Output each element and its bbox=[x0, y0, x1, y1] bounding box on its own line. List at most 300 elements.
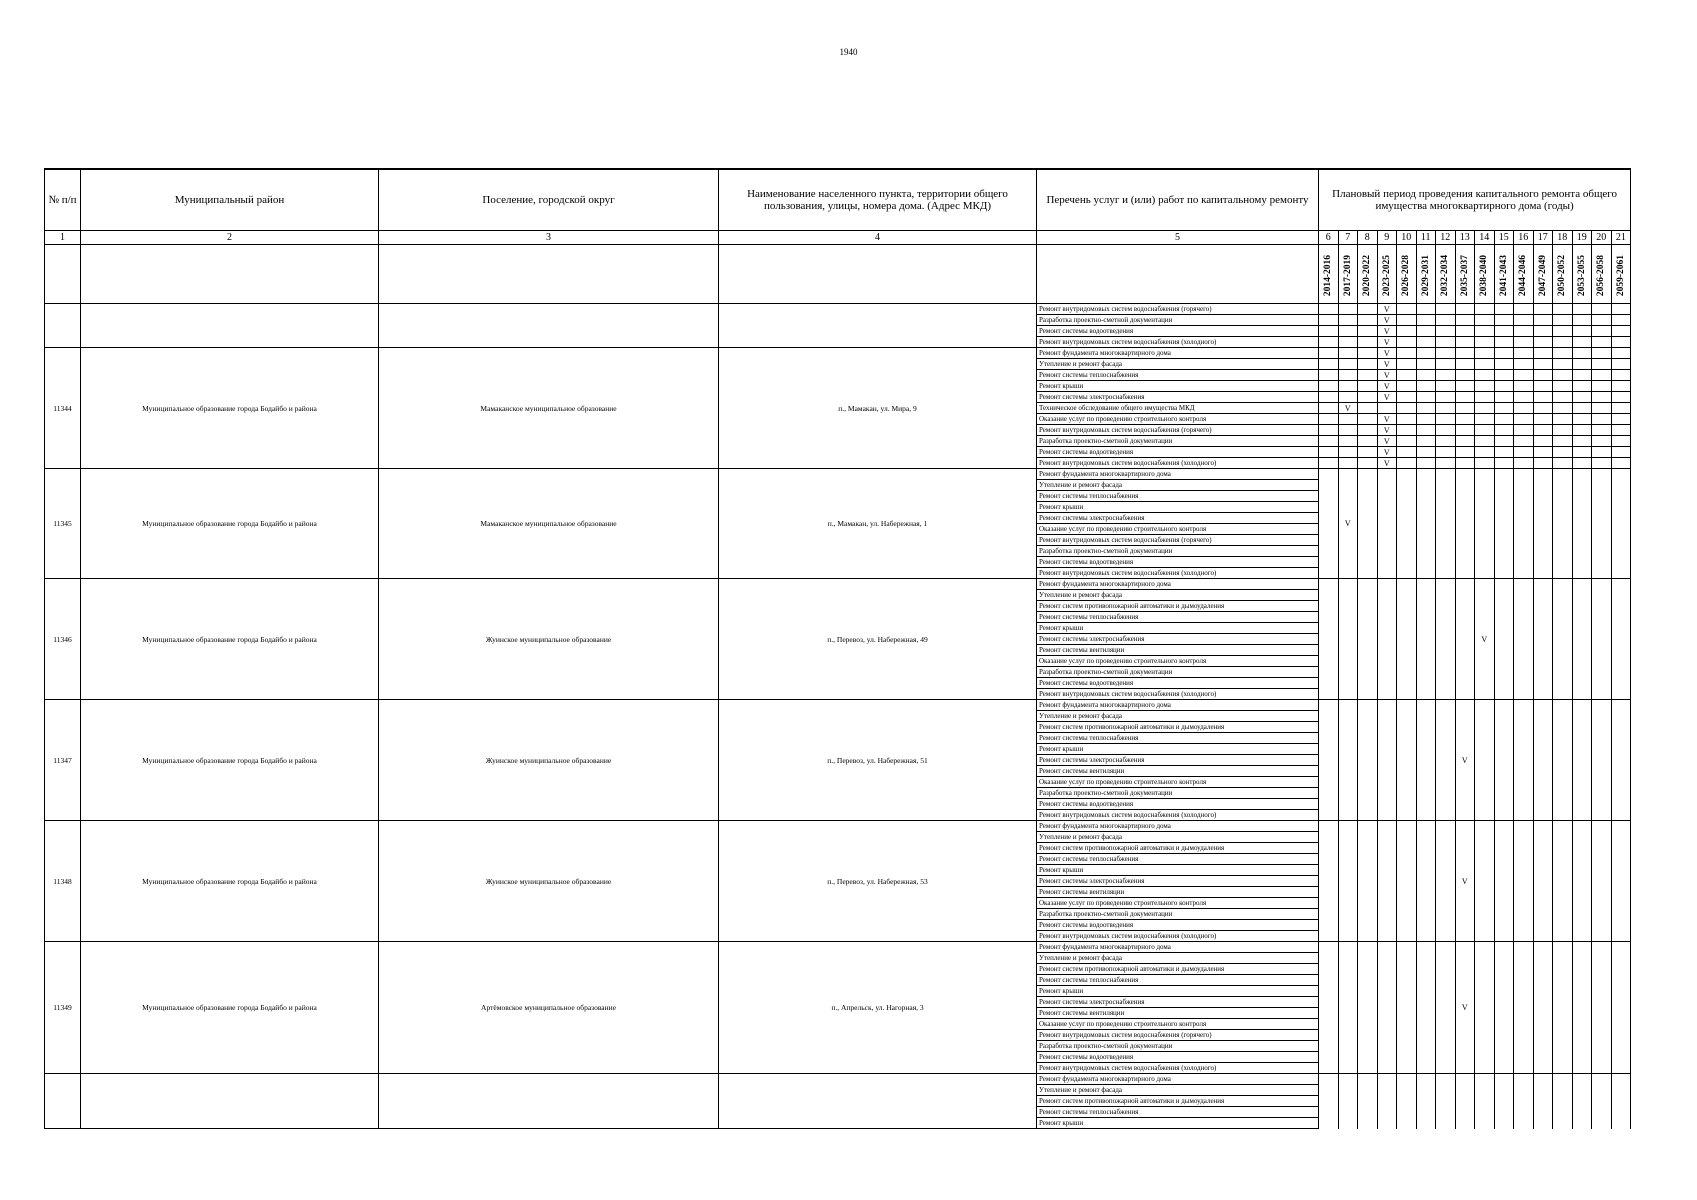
year-mark-cell bbox=[1572, 942, 1592, 1074]
year-mark-cell bbox=[1377, 942, 1397, 1074]
blank-cell bbox=[379, 245, 719, 304]
work-item: Утепление и ремонт фасада bbox=[1037, 480, 1319, 491]
year-mark-cell bbox=[1319, 370, 1339, 381]
year-mark-cell bbox=[1572, 436, 1592, 447]
year-mark-cell: V bbox=[1377, 315, 1397, 326]
year-mark-cell: V bbox=[1338, 403, 1358, 414]
year-mark-cell bbox=[1319, 700, 1339, 821]
work-item: Оказание услуг по проведению строительного контроля bbox=[1037, 898, 1319, 909]
year-mark-cell bbox=[1338, 315, 1358, 326]
work-item: Ремонт внутридомовых систем водоснабжения (горячего) bbox=[1037, 425, 1319, 436]
year-mark-cell bbox=[1533, 326, 1553, 337]
year-mark-cell bbox=[1514, 304, 1534, 315]
year-mark-cell bbox=[1416, 392, 1436, 403]
year-mark-cell bbox=[1592, 821, 1612, 942]
year-column-header bbox=[1319, 245, 1339, 304]
year-mark-cell bbox=[1592, 403, 1612, 414]
header-num: № п/п bbox=[45, 169, 81, 231]
year-mark-cell bbox=[1475, 348, 1495, 359]
work-item: Ремонт внутридомовых систем водоснабжения (горячего) bbox=[1037, 304, 1319, 315]
year-mark-cell bbox=[1358, 348, 1378, 359]
year-mark-cell bbox=[1611, 425, 1631, 436]
year-mark-cell bbox=[1455, 458, 1475, 469]
year-mark-cell bbox=[1397, 425, 1417, 436]
work-item: Ремонт системы вентиляции bbox=[1037, 1008, 1319, 1019]
year-mark-cell bbox=[1494, 942, 1514, 1074]
year-mark-cell bbox=[1572, 458, 1592, 469]
year-mark-cell bbox=[1475, 942, 1495, 1074]
year-mark-cell bbox=[1592, 359, 1612, 370]
work-item: Ремонт внутридомовых систем водоснабжения (холодного) bbox=[1037, 337, 1319, 348]
work-item: Ремонт внутридомовых систем водоснабжения (холодного) bbox=[1037, 931, 1319, 942]
year-mark-cell bbox=[1436, 359, 1456, 370]
column-number: 14 bbox=[1475, 231, 1495, 245]
year-mark-cell bbox=[1416, 403, 1436, 414]
work-item: Ремонт системы теплоснабжения bbox=[1037, 975, 1319, 986]
year-mark-cell bbox=[1611, 458, 1631, 469]
column-number: 1 bbox=[45, 231, 81, 245]
year-mark-cell bbox=[1553, 348, 1573, 359]
year-mark-cell bbox=[1436, 942, 1456, 1074]
year-mark-cell bbox=[1553, 315, 1573, 326]
year-mark-cell bbox=[1358, 469, 1378, 579]
building-address: п., Апрельск, ул. Нагорная, 3 bbox=[719, 942, 1037, 1074]
work-item: Утепление и ремонт фасада bbox=[1037, 832, 1319, 843]
year-mark-cell bbox=[1338, 348, 1358, 359]
year-column-header bbox=[1572, 245, 1592, 304]
year-mark-cell bbox=[1611, 359, 1631, 370]
work-item: Ремонт фундамента многоквартирного дома bbox=[1037, 579, 1319, 590]
year-mark-cell bbox=[1455, 436, 1475, 447]
column-number: 20 bbox=[1592, 231, 1612, 245]
year-mark-cell bbox=[1416, 700, 1436, 821]
year-mark-cell bbox=[1611, 579, 1631, 700]
year-mark-cell bbox=[1533, 579, 1553, 700]
building-address bbox=[719, 1074, 1037, 1129]
year-mark-cell bbox=[1397, 326, 1417, 337]
year-mark-cell bbox=[1494, 337, 1514, 348]
year-mark-cell bbox=[1611, 447, 1631, 458]
year-mark-cell: V bbox=[1455, 821, 1475, 942]
column-number: 4 bbox=[719, 231, 1037, 245]
work-item: Ремонт фундамента многоквартирного дома bbox=[1037, 700, 1319, 711]
work-item: Ремонт системы водоотведения bbox=[1037, 920, 1319, 931]
year-mark-cell bbox=[1494, 370, 1514, 381]
year-mark-cell: V bbox=[1455, 700, 1475, 821]
table-row bbox=[45, 304, 1631, 315]
work-item: Ремонт системы вентиляции bbox=[1037, 766, 1319, 777]
column-number: 11 bbox=[1416, 231, 1436, 245]
year-mark-cell bbox=[1338, 1074, 1358, 1129]
year-mark-cell bbox=[1553, 579, 1573, 700]
year-mark-cell bbox=[1319, 348, 1339, 359]
blank-cell bbox=[719, 245, 1037, 304]
year-mark-cell: V bbox=[1377, 392, 1397, 403]
year-mark-cell bbox=[1611, 414, 1631, 425]
year-mark-cell bbox=[1319, 403, 1339, 414]
year-mark-cell bbox=[1553, 942, 1573, 1074]
work-item: Ремонт внутридомовых систем водоснабжения (холодного) bbox=[1037, 810, 1319, 821]
year-mark-cell bbox=[1494, 304, 1514, 315]
year-mark-cell bbox=[1416, 315, 1436, 326]
year-mark-cell bbox=[1533, 304, 1553, 315]
year-mark-cell bbox=[1338, 359, 1358, 370]
year-mark-cell bbox=[1611, 315, 1631, 326]
column-number: 12 bbox=[1436, 231, 1456, 245]
year-mark-cell bbox=[1358, 458, 1378, 469]
table-row bbox=[45, 821, 1631, 832]
work-item: Разработка проектно-сметной документации bbox=[1037, 315, 1319, 326]
year-label: 2026-2028 bbox=[1401, 254, 1412, 296]
year-mark-cell bbox=[1416, 304, 1436, 315]
year-mark-cell bbox=[1358, 315, 1378, 326]
work-item: Утепление и ремонт фасада bbox=[1037, 711, 1319, 722]
work-item: Ремонт системы электроснабжения bbox=[1037, 392, 1319, 403]
year-mark-cell bbox=[1416, 359, 1436, 370]
year-mark-cell bbox=[1611, 370, 1631, 381]
work-item: Ремонт систем противопожарной автоматики и дымоудаления bbox=[1037, 722, 1319, 733]
year-mark-cell bbox=[1611, 821, 1631, 942]
year-mark-cell bbox=[1475, 370, 1495, 381]
year-mark-cell bbox=[1553, 326, 1573, 337]
year-mark-cell bbox=[1455, 425, 1475, 436]
year-mark-cell bbox=[1475, 425, 1495, 436]
year-mark-cell bbox=[1553, 370, 1573, 381]
year-mark-cell bbox=[1397, 469, 1417, 579]
building-address: п., Перевоз, ул. Набережная, 51 bbox=[719, 700, 1037, 821]
year-mark-cell bbox=[1338, 370, 1358, 381]
year-mark-cell bbox=[1553, 821, 1573, 942]
column-number: 18 bbox=[1553, 231, 1573, 245]
year-mark-cell bbox=[1436, 436, 1456, 447]
year-mark-cell bbox=[1475, 337, 1495, 348]
year-mark-cell bbox=[1475, 304, 1495, 315]
year-mark-cell bbox=[1436, 370, 1456, 381]
year-mark-cell bbox=[1358, 414, 1378, 425]
year-mark-cell bbox=[1416, 1074, 1436, 1129]
year-label: 2023-2025 bbox=[1381, 254, 1392, 296]
settlement: Артёмовское муниципальное образование bbox=[379, 942, 719, 1074]
year-mark-cell bbox=[1338, 326, 1358, 337]
year-mark-cell bbox=[1514, 359, 1534, 370]
year-mark-cell bbox=[1514, 942, 1534, 1074]
year-mark-cell bbox=[1592, 414, 1612, 425]
year-mark-cell bbox=[1397, 403, 1417, 414]
year-mark-cell bbox=[1592, 326, 1612, 337]
year-mark-cell bbox=[1455, 392, 1475, 403]
year-mark-cell bbox=[1514, 700, 1534, 821]
continuation-cell bbox=[81, 304, 379, 348]
year-mark-cell bbox=[1533, 359, 1553, 370]
year-column-header bbox=[1436, 245, 1456, 304]
year-column-header bbox=[1416, 245, 1436, 304]
year-mark-cell bbox=[1397, 359, 1417, 370]
work-item: Оказание услуг по проведению строительного контроля bbox=[1037, 414, 1319, 425]
table-row bbox=[45, 579, 1631, 590]
year-mark-cell bbox=[1397, 821, 1417, 942]
table-row bbox=[45, 1074, 1631, 1085]
building-id: 11347 bbox=[45, 700, 81, 821]
year-mark-cell bbox=[1533, 436, 1553, 447]
year-mark-cell bbox=[1338, 579, 1358, 700]
work-item: Ремонт системы водоотведения bbox=[1037, 447, 1319, 458]
year-mark-cell bbox=[1611, 942, 1631, 1074]
year-mark-cell bbox=[1475, 326, 1495, 337]
settlement: Жуинское муниципальное образование bbox=[379, 821, 719, 942]
year-mark-cell bbox=[1436, 821, 1456, 942]
header-municipal-district: Муниципальный район bbox=[81, 169, 379, 231]
year-mark-cell bbox=[1436, 337, 1456, 348]
year-mark-cell bbox=[1553, 304, 1573, 315]
continuation-cell bbox=[379, 304, 719, 348]
work-item: Разработка проектно-сметной документации bbox=[1037, 1041, 1319, 1052]
year-mark-cell bbox=[1553, 436, 1573, 447]
year-mark-cell bbox=[1572, 821, 1592, 942]
column-number: 16 bbox=[1514, 231, 1534, 245]
year-mark-cell bbox=[1416, 414, 1436, 425]
year-mark-cell bbox=[1553, 1074, 1573, 1129]
year-mark-cell bbox=[1475, 700, 1495, 821]
year-mark-cell bbox=[1358, 436, 1378, 447]
year-column-header bbox=[1514, 245, 1534, 304]
year-mark-cell bbox=[1475, 381, 1495, 392]
year-mark-cell bbox=[1416, 326, 1436, 337]
column-number: 21 bbox=[1611, 231, 1631, 245]
year-column-header bbox=[1455, 245, 1475, 304]
year-mark-cell bbox=[1358, 337, 1378, 348]
year-mark-cell: V bbox=[1377, 458, 1397, 469]
year-mark-cell bbox=[1338, 700, 1358, 821]
work-item: Утепление и ремонт фасада bbox=[1037, 359, 1319, 370]
year-mark-cell bbox=[1436, 326, 1456, 337]
work-item: Ремонт внутридомовых систем водоснабжения (холодного) bbox=[1037, 568, 1319, 579]
blank-cell bbox=[81, 245, 379, 304]
year-mark-cell bbox=[1533, 469, 1553, 579]
year-mark-cell bbox=[1553, 447, 1573, 458]
work-item: Ремонт системы теплоснабжения bbox=[1037, 370, 1319, 381]
year-mark-cell bbox=[1533, 392, 1553, 403]
header-settlement: Поселение, городской округ bbox=[379, 169, 719, 231]
year-column-header bbox=[1611, 245, 1631, 304]
year-mark-cell bbox=[1494, 403, 1514, 414]
work-item: Разработка проектно-сметной документации bbox=[1037, 909, 1319, 920]
year-mark-cell bbox=[1494, 700, 1514, 821]
year-mark-cell bbox=[1514, 315, 1534, 326]
year-mark-cell bbox=[1455, 469, 1475, 579]
column-number: 6 bbox=[1319, 231, 1339, 245]
year-mark-cell bbox=[1397, 370, 1417, 381]
building-address: п., Перевоз, ул. Набережная, 49 bbox=[719, 579, 1037, 700]
year-mark-cell bbox=[1338, 304, 1358, 315]
year-mark-cell bbox=[1416, 821, 1436, 942]
year-mark-cell: V bbox=[1377, 381, 1397, 392]
year-mark-cell bbox=[1397, 381, 1417, 392]
year-mark-cell bbox=[1572, 1074, 1592, 1129]
year-mark-cell bbox=[1358, 326, 1378, 337]
year-mark-cell bbox=[1514, 447, 1534, 458]
year-mark-cell: V bbox=[1377, 359, 1397, 370]
year-mark-cell bbox=[1494, 392, 1514, 403]
year-mark-cell bbox=[1514, 458, 1534, 469]
year-mark-cell bbox=[1338, 447, 1358, 458]
page-number: 1940 bbox=[839, 47, 858, 57]
year-mark-cell bbox=[1397, 337, 1417, 348]
year-mark-cell bbox=[1514, 337, 1534, 348]
work-item: Ремонт системы электроснабжения bbox=[1037, 634, 1319, 645]
year-mark-cell bbox=[1338, 392, 1358, 403]
work-item: Утепление и ремонт фасада bbox=[1037, 590, 1319, 601]
year-mark-cell bbox=[1319, 304, 1339, 315]
year-mark-cell bbox=[1494, 348, 1514, 359]
year-mark-cell bbox=[1553, 403, 1573, 414]
year-mark-cell: V bbox=[1455, 942, 1475, 1074]
work-item: Ремонт внутридомовых систем водоснабжения (холодного) bbox=[1037, 689, 1319, 700]
year-mark-cell bbox=[1455, 348, 1475, 359]
year-mark-cell bbox=[1338, 821, 1358, 942]
year-mark-cell bbox=[1572, 304, 1592, 315]
year-mark-cell bbox=[1475, 1074, 1495, 1129]
year-mark-cell bbox=[1397, 436, 1417, 447]
year-mark-cell bbox=[1455, 326, 1475, 337]
year-mark-cell bbox=[1338, 458, 1358, 469]
table-row bbox=[45, 348, 1631, 359]
year-mark-cell bbox=[1494, 1074, 1514, 1129]
column-number: 7 bbox=[1338, 231, 1358, 245]
settlement: Мамаканское муниципальное образование bbox=[379, 348, 719, 469]
year-mark-cell bbox=[1553, 392, 1573, 403]
work-item: Ремонт систем противопожарной автоматики и дымоудаления bbox=[1037, 1096, 1319, 1107]
year-label: 2059-2061 bbox=[1615, 254, 1626, 296]
year-mark-cell bbox=[1494, 579, 1514, 700]
year-mark-cell bbox=[1319, 337, 1339, 348]
year-mark-cell bbox=[1397, 447, 1417, 458]
year-mark-cell: V bbox=[1377, 326, 1397, 337]
column-number: 15 bbox=[1494, 231, 1514, 245]
work-item: Ремонт систем противопожарной автоматики и дымоудаления bbox=[1037, 843, 1319, 854]
year-mark-cell bbox=[1514, 425, 1534, 436]
year-mark-cell bbox=[1611, 381, 1631, 392]
year-mark-cell bbox=[1592, 447, 1612, 458]
year-mark-cell bbox=[1319, 436, 1339, 447]
work-item: Ремонт крыши bbox=[1037, 865, 1319, 876]
year-mark-cell bbox=[1475, 469, 1495, 579]
header-address: Наименование населенного пункта, территории общего пользования, улицы, номера дома. (Адрес МКД) bbox=[719, 169, 1037, 231]
year-mark-cell bbox=[1494, 414, 1514, 425]
year-mark-cell bbox=[1436, 315, 1456, 326]
table-row bbox=[45, 942, 1631, 953]
year-mark-cell bbox=[1611, 348, 1631, 359]
year-mark-cell bbox=[1494, 821, 1514, 942]
work-item: Разработка проектно-сметной документации bbox=[1037, 667, 1319, 678]
year-mark-cell bbox=[1338, 414, 1358, 425]
column-number: 2 bbox=[81, 231, 379, 245]
year-mark-cell: V bbox=[1377, 348, 1397, 359]
year-mark-cell bbox=[1514, 436, 1534, 447]
year-mark-cell bbox=[1455, 579, 1475, 700]
work-item: Ремонт системы электроснабжения bbox=[1037, 755, 1319, 766]
year-mark-cell bbox=[1572, 370, 1592, 381]
column-number: 8 bbox=[1358, 231, 1378, 245]
work-item: Ремонт внутридомовых систем водоснабжения (горячего) bbox=[1037, 1030, 1319, 1041]
building-id: 11349 bbox=[45, 942, 81, 1074]
year-mark-cell bbox=[1514, 326, 1534, 337]
year-column-header bbox=[1494, 245, 1514, 304]
work-item: Ремонт фундамента многоквартирного дома bbox=[1037, 1074, 1319, 1085]
year-column-header bbox=[1533, 245, 1553, 304]
building-address: п., Мамакан, ул. Мира, 9 bbox=[719, 348, 1037, 469]
municipal-district: Муниципальное образование города Бодайбо и района bbox=[81, 942, 379, 1074]
year-mark-cell bbox=[1416, 425, 1436, 436]
table-row bbox=[45, 700, 1631, 711]
year-mark-cell bbox=[1358, 579, 1378, 700]
work-item: Ремонт системы вентиляции bbox=[1037, 645, 1319, 656]
year-mark-cell bbox=[1475, 436, 1495, 447]
building-id: 11346 bbox=[45, 579, 81, 700]
year-mark-cell bbox=[1416, 942, 1436, 1074]
year-mark-cell bbox=[1611, 1074, 1631, 1129]
year-mark-cell bbox=[1436, 1074, 1456, 1129]
year-mark-cell: V bbox=[1475, 579, 1495, 700]
year-mark-cell bbox=[1514, 348, 1534, 359]
year-mark-cell bbox=[1592, 337, 1612, 348]
year-mark-cell bbox=[1572, 392, 1592, 403]
work-item: Ремонт системы водоотведения bbox=[1037, 326, 1319, 337]
year-mark-cell bbox=[1397, 414, 1417, 425]
blank-cell bbox=[45, 245, 81, 304]
year-mark-cell bbox=[1592, 392, 1612, 403]
year-mark-cell bbox=[1514, 579, 1534, 700]
year-column-header bbox=[1553, 245, 1573, 304]
year-mark-cell bbox=[1436, 304, 1456, 315]
year-mark-cell bbox=[1592, 942, 1612, 1074]
year-mark-cell bbox=[1455, 359, 1475, 370]
year-label: 2029-2031 bbox=[1420, 254, 1431, 296]
year-mark-cell bbox=[1514, 821, 1534, 942]
year-mark-cell bbox=[1494, 469, 1514, 579]
year-mark-cell bbox=[1475, 458, 1495, 469]
year-mark-cell bbox=[1397, 348, 1417, 359]
year-mark-cell bbox=[1358, 392, 1378, 403]
year-mark-cell bbox=[1416, 436, 1436, 447]
year-mark-cell bbox=[1358, 370, 1378, 381]
column-number: 19 bbox=[1572, 231, 1592, 245]
year-mark-cell bbox=[1592, 436, 1612, 447]
year-mark-cell bbox=[1436, 392, 1456, 403]
year-mark-cell bbox=[1436, 458, 1456, 469]
year-mark-cell bbox=[1572, 425, 1592, 436]
year-mark-cell bbox=[1572, 414, 1592, 425]
year-mark-cell bbox=[1319, 942, 1339, 1074]
year-mark-cell bbox=[1494, 381, 1514, 392]
municipal-district: Муниципальное образование города Бодайбо и района bbox=[81, 700, 379, 821]
year-mark-cell bbox=[1377, 1074, 1397, 1129]
year-mark-cell bbox=[1494, 458, 1514, 469]
work-item: Ремонт крыши bbox=[1037, 1118, 1319, 1129]
year-column-header bbox=[1377, 245, 1397, 304]
work-item: Разработка проектно-сметной документации bbox=[1037, 788, 1319, 799]
year-mark-cell bbox=[1319, 425, 1339, 436]
year-mark-cell bbox=[1592, 700, 1612, 821]
year-mark-cell bbox=[1572, 403, 1592, 414]
year-mark-cell bbox=[1514, 370, 1534, 381]
year-mark-cell bbox=[1514, 414, 1534, 425]
year-mark-cell bbox=[1377, 403, 1397, 414]
year-label: 2017-2019 bbox=[1342, 254, 1353, 296]
settlement bbox=[379, 1074, 719, 1129]
year-mark-cell bbox=[1416, 469, 1436, 579]
year-mark-cell bbox=[1338, 942, 1358, 1074]
year-mark-cell: V bbox=[1377, 414, 1397, 425]
